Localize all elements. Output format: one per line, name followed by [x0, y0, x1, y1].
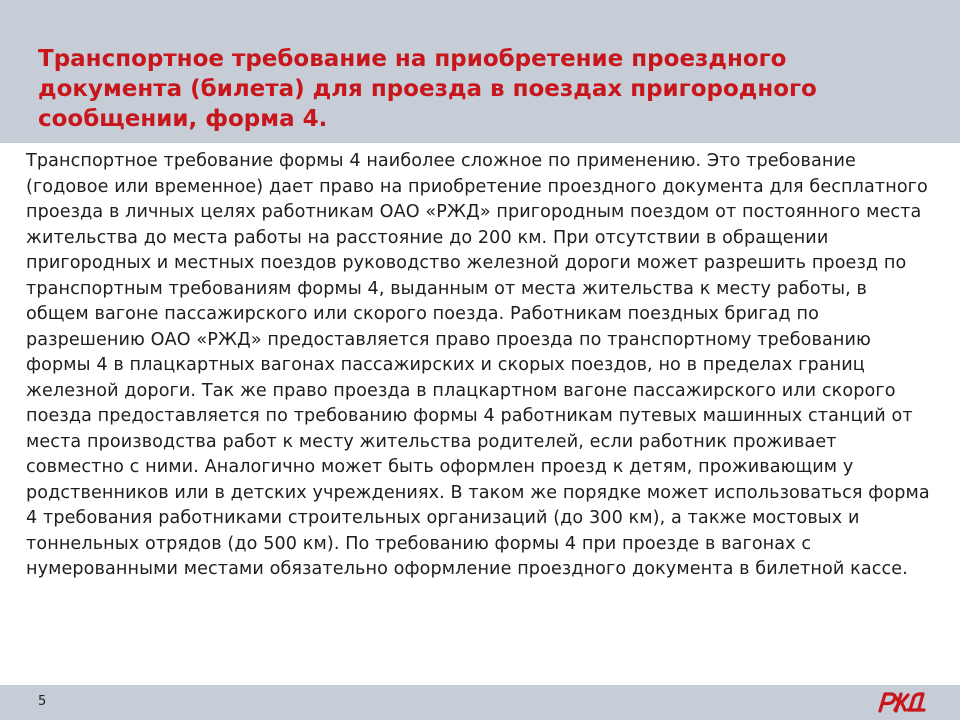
footer-band — [0, 685, 960, 720]
header-band — [0, 0, 960, 143]
slide-title: Транспортное требование на приобретение проездного документа (билета) для проезда в поездах пригородного сообщении, форма 4. — [38, 46, 817, 132]
body-text: Транспортное требование формы 4 наиболее сложное по применению. Это требование (годовое или временное) дает право на приобретение проездного документа для бесплатного проезда в личных целях работникам ОАО «РЖД» пригородным поездом от постоянного места жительства до места работы на расстояние до 200 км. При отсутствии в обращении пригородных и местных поездов руководство железной дороги может разрешить проезд по транспортным требованиям формы 4, выданным от места жительства к месту работы, в общем вагоне пассажирского или скорого поезда. Работникам поездных бригад по разрешению ОАО «РЖД» предоставляется право проезда по транспортному требованию формы 4 в плацкартных вагонах пассажирских и скорых поездов, но в пределах границ железной дороги. Так же право проезда в плацкартном вагоне пассажирского или скорого поезда предоставляется по требованию формы 4 работникам путевых машинных станций от места производства работ к месту жительства родителей, если работник проживает совместно с ними. Аналогично может быть оформлен проезд к детям, проживающим у родственников или в детских учреждениях. В таком же порядке может использоваться форма 4 требования работниками строительных организаций (до 300 км), а также мостовых и тоннельных отрядов (до 500 км). По требованию формы 4 при проезде в вагонах с нумерованными местами обязательно оформление проездного документа в билетной кассе. — [26, 151, 930, 579]
content-panel — [14, 143, 946, 685]
rzd-logo-icon — [874, 690, 930, 714]
page-number: 5 — [38, 694, 47, 709]
